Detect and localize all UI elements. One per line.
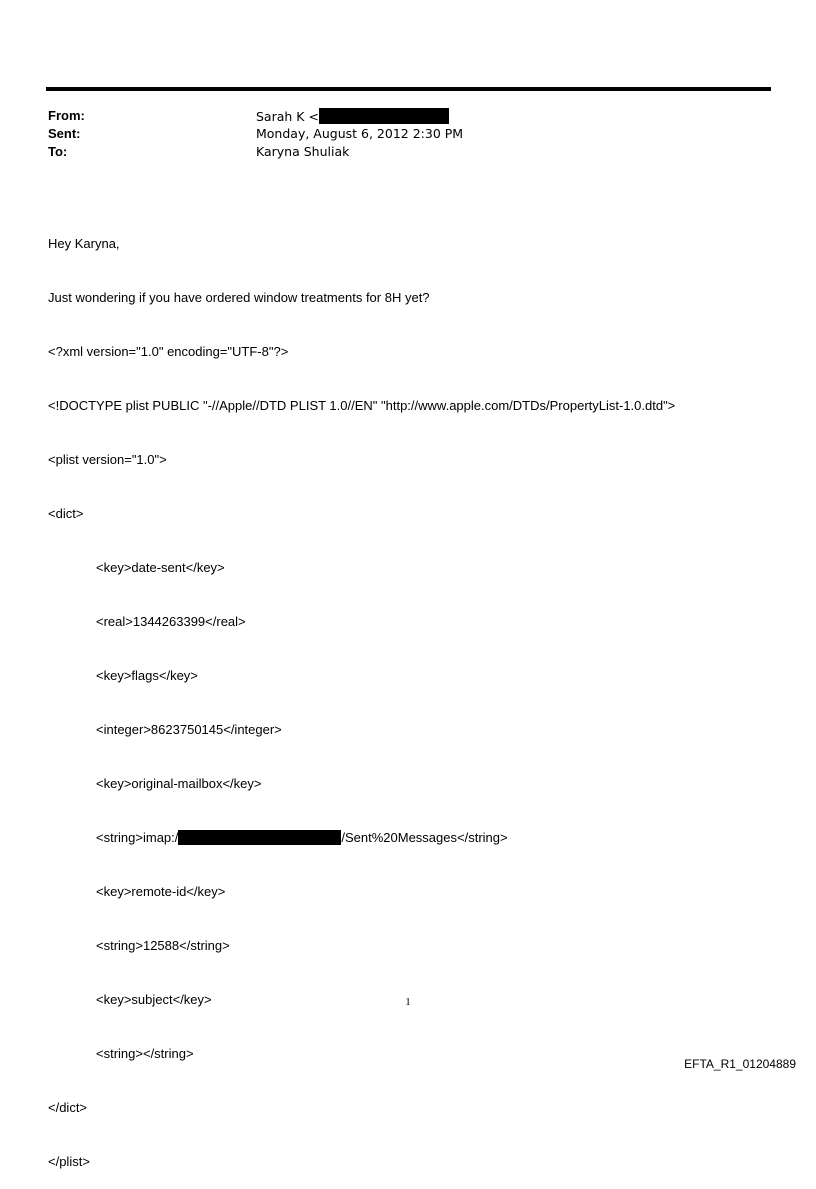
- sent-label: Sent:: [48, 126, 81, 141]
- imap-line: [48, 829, 675, 847]
- dict-line: <key>remote-id</key>: [96, 884, 226, 899]
- redaction-box: [319, 108, 449, 124]
- imap-suffix: /Sent%20Messages</string>: [341, 830, 508, 845]
- imap-prefix: <string>imap:/: [96, 830, 179, 845]
- plist-close: </plist>: [48, 1154, 90, 1169]
- dict-line: <key>original-mailbox</key>: [96, 776, 262, 791]
- dict-line: <integer>8623750145</integer>: [96, 722, 282, 737]
- dict-line: <string>12588</string>: [96, 938, 230, 953]
- plist-open: <plist version="1.0">: [48, 452, 167, 467]
- dict-open: <dict>: [48, 506, 84, 521]
- from-label: From:: [48, 108, 85, 123]
- dict-line: <key>date-sent</key>: [96, 560, 225, 575]
- dict-line: <key>subject</key>: [96, 992, 212, 1007]
- from-name: Sarah K <: [256, 109, 319, 124]
- redaction-box: [178, 830, 341, 845]
- sent-value: Monday, August 6, 2012 2:30 PM: [256, 126, 464, 141]
- header-rule: [46, 87, 771, 91]
- message-text: Just wondering if you have ordered window treatments for 8H yet?: [48, 290, 430, 305]
- page-number: 1: [405, 996, 411, 1008]
- dict-line: <key>flags</key>: [96, 668, 198, 683]
- email-body: [48, 199, 675, 1189]
- dict-line: <string></string>: [96, 1046, 194, 1061]
- to-value: Karyna Shuliak: [256, 144, 350, 159]
- xml-declaration: <?xml version="1.0" encoding="UTF-8"?>: [48, 344, 289, 359]
- dict-close: </dict>: [48, 1100, 88, 1115]
- doctype-line: <!DOCTYPE plist PUBLIC "-//Apple//DTD PLIST 1.0//EN" "http://www.apple.com/DTDs/PropertyList-1.0.dtd">: [48, 398, 676, 413]
- greeting: Hey Karyna,: [48, 236, 120, 251]
- to-label: To:: [48, 144, 68, 159]
- from-value: [256, 108, 449, 125]
- document-id: EFTA_R1_01204889: [684, 1057, 796, 1071]
- dict-line: <real>1344263399</real>: [96, 614, 246, 629]
